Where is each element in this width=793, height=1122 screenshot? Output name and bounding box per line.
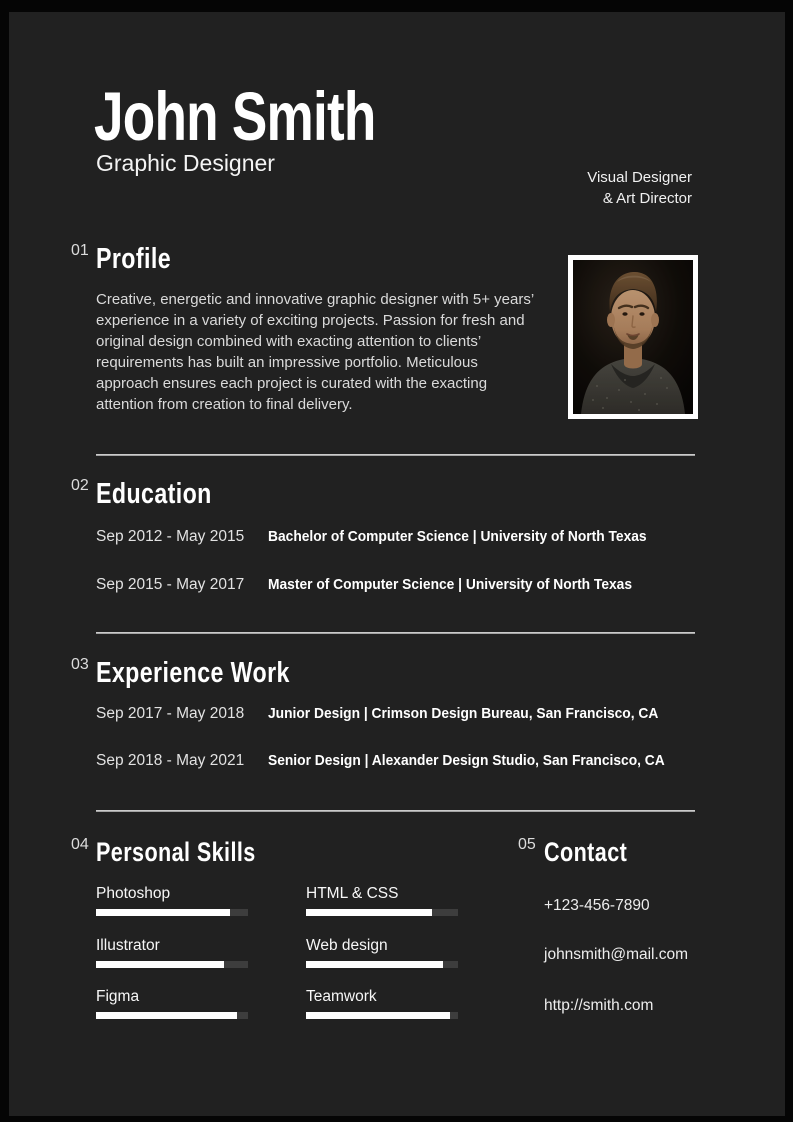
section-number-contact: 05: [518, 836, 536, 853]
skill-bar-track: [306, 961, 458, 968]
portrait-illustration: [573, 260, 693, 414]
section-divider: [96, 810, 695, 812]
skill-label: Teamwork: [306, 988, 377, 1005]
experience-description: Junior Design | Crimson Design Bureau, San Francisco, CA: [268, 705, 659, 722]
skill-label: Web design: [306, 937, 388, 954]
skill-item: [96, 937, 248, 968]
contact-phone: +123-456-7890: [544, 897, 650, 914]
section-number-skills: 04: [71, 836, 89, 853]
experience-dates: Sep 2018 - May 2021: [96, 752, 245, 769]
contact-website: http://smith.com: [544, 997, 654, 1014]
person-name: John Smith: [94, 78, 376, 155]
profile-summary: Creative, energetic and innovative graphic designer with 5+ years’ experience in a variety of exciting projects. Passion for fresh and original design combined with exacting attention to clients’ requirements has built an impressive portfolio. Meticulous approach ensures each project is curated with the exacting attention from creation to final delivery.: [96, 291, 534, 413]
section-divider: [96, 454, 695, 456]
education-description: Bachelor of Computer Science | University of North Texas: [268, 528, 647, 545]
section-divider: [96, 632, 695, 634]
skill-item: [306, 885, 458, 916]
section-title-experience: Experience Work: [96, 657, 290, 689]
header-tagline: [587, 167, 692, 209]
education-dates: Sep 2012 - May 2015: [96, 528, 245, 545]
section-number-education: 02: [71, 477, 89, 494]
section-title-education: Education: [96, 478, 212, 510]
section-title-contact: Contact: [544, 837, 628, 867]
skill-label: Photoshop: [96, 885, 171, 902]
skill-bar-track: [96, 961, 248, 968]
tagline-line-2: & Art Director: [602, 190, 692, 207]
skill-label: HTML & CSS: [306, 885, 399, 902]
profile-photo: [568, 255, 698, 419]
skill-label: Illustrator: [96, 937, 160, 954]
skill-item: [96, 885, 248, 916]
experience-dates: Sep 2017 - May 2018: [96, 705, 245, 722]
section-number-profile: 01: [71, 242, 89, 259]
person-role: Graphic Designer: [96, 150, 275, 176]
skill-item: [96, 988, 248, 1019]
section-title-profile: Profile: [96, 243, 171, 275]
contact-email: johnsmith@mail.com: [544, 946, 689, 963]
skill-item: [306, 988, 458, 1019]
skill-bar-fill: [96, 1012, 237, 1019]
skill-bar-track: [306, 1012, 458, 1019]
skill-bar-track: [96, 909, 248, 916]
skill-bar-fill: [96, 909, 230, 916]
education-description: Master of Computer Science | University of North Texas: [268, 576, 633, 593]
skill-label: Figma: [96, 988, 140, 1005]
education-dates: Sep 2015 - May 2017: [96, 576, 245, 593]
section-number-experience: 03: [71, 656, 89, 673]
skill-item: [306, 937, 458, 968]
skill-bar-fill: [96, 961, 224, 968]
skill-bar-fill: [306, 1012, 450, 1019]
skill-bar-fill: [306, 961, 443, 968]
tagline-line-1: Visual Designer: [587, 169, 692, 186]
experience-description: Senior Design | Alexander Design Studio, San Francisco, CA: [268, 752, 665, 769]
skill-bar-fill: [306, 909, 432, 916]
skill-bar-track: [96, 1012, 248, 1019]
section-title-skills: Personal Skills: [96, 837, 256, 867]
skill-bar-track: [306, 909, 458, 916]
